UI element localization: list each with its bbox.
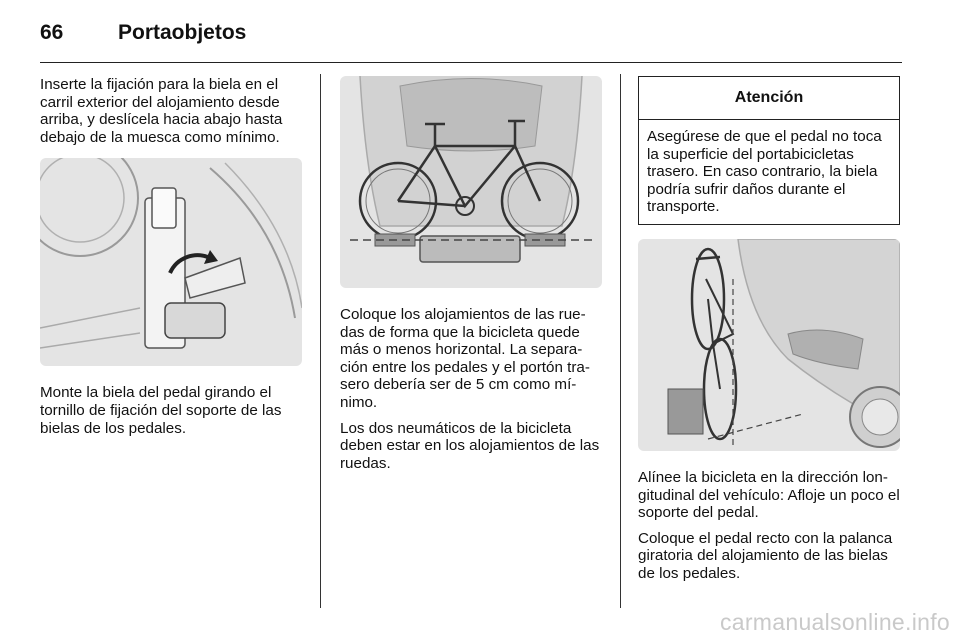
bicycle-rack-rear-drawing xyxy=(340,76,602,288)
attention-title: Atención xyxy=(639,77,899,120)
page-title: Portaobjetos xyxy=(118,21,247,44)
watermark: carmanualsonline.info xyxy=(719,609,950,635)
page-header xyxy=(40,18,246,48)
attention-box xyxy=(638,76,900,225)
bicycle-rack-rear-illustration xyxy=(340,76,602,288)
column-divider-right xyxy=(620,74,621,608)
column-divider-left xyxy=(320,74,321,608)
pedal-mount-drawing xyxy=(40,158,302,366)
page-number: 66 xyxy=(40,21,64,44)
middle-paragraph-1: Coloque los alojamientos de las ruedas de forma que la bicicleta quede más o menos horizontal. La separación entre los pedales y el portón trasero debería ser de 5 cm como mínimo. xyxy=(340,306,590,411)
header-divider xyxy=(40,62,902,63)
left-paragraph-2: Monte la biela del pedal girando el tornillo de fijación del soporte de las bielas de los pedales. xyxy=(40,384,282,437)
left-paragraph-1: Inserte la fijación para la biela en el carril exterior del alojamiento desde arriba, y deslícela hacia abajo hasta debajo de la muesca como mínimo. xyxy=(40,76,283,146)
middle-column xyxy=(340,76,602,480)
attention-text: Asegúrese de que el pedal no toca la superficie del portabicicletas trasero. En caso contrario, la biela podría sufrir daños durante el transporte. xyxy=(647,128,882,216)
middle-paragraph-2: Los dos neumáticos de la bicicleta deben estar en los alojamientos de las ruedas. xyxy=(340,419,600,472)
right-column xyxy=(638,76,900,591)
right-paragraph-2: Coloque el pedal recto con la palanca giratoria del alojamiento de las bielas de los pedales. xyxy=(638,529,893,582)
bicycle-side-alignment-drawing xyxy=(638,239,900,451)
left-column xyxy=(40,76,302,445)
bicycle-side-alignment-illustration xyxy=(638,239,900,451)
right-paragraph-1: Alínee la bicicleta en la dirección longitudinal del vehículo: Afloje un poco el soporte del pedal. xyxy=(638,468,900,522)
pedal-mount-illustration xyxy=(40,158,302,366)
